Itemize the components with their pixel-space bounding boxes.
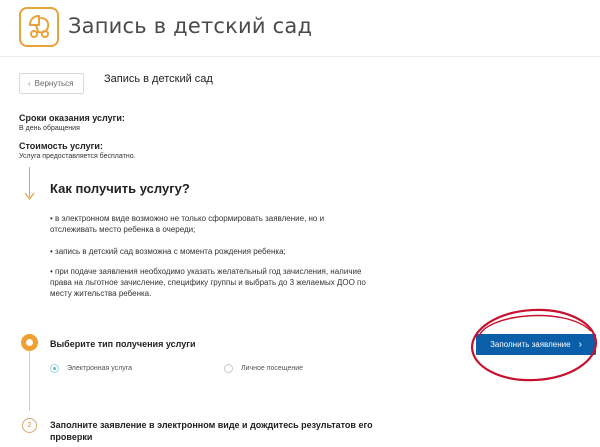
how-to-bullet: • в электронном виде возможно не только сформировать заявление, но и отслеживать место ребенка в очереди; — [50, 214, 325, 234]
deadline-label: Сроки оказания услуги: — [19, 113, 125, 123]
header-divider — [0, 56, 600, 57]
highlight-annotation — [469, 307, 599, 385]
step-2-title: Заполните заявление в электронном виде и дождитесь результатов его проверки — [50, 420, 373, 442]
baby-stroller-icon[interactable] — [19, 7, 59, 47]
how-to-title: Как получить услугу? — [50, 181, 190, 196]
radio-personal-label: Личное посещение — [241, 365, 304, 372]
how-to-bullet: • при подаче заявления необходимо указать желательный год зачисления, наличие права на льготное зачисление, специфику группы и выбрать до 3 желаемых ДОО по месту жительства ребенка. — [50, 267, 366, 298]
app-title: Запись в детский сад — [68, 14, 313, 38]
cost-value: Услуга предоставляется бесплатно. — [19, 153, 136, 160]
step-connector — [29, 351, 30, 411]
deadline-value: В день обращения — [19, 125, 80, 132]
step-1-title: Выберите тип получения услуги — [50, 339, 196, 349]
fill-application-label: Заполнить заявление — [490, 340, 571, 349]
radio-personal-visit[interactable] — [224, 364, 303, 373]
radio-electronic-label: Электронная услуга — [67, 365, 133, 372]
how-to-bullet: • запись в детский сад возможна с момента рождения ребенка; — [50, 247, 286, 256]
radio-checked-icon[interactable] — [50, 364, 59, 373]
chevron-right-icon: › — [578, 339, 582, 350]
back-button[interactable] — [19, 73, 84, 94]
chevron-left-icon: ‹ — [28, 79, 31, 88]
radio-electronic-service[interactable] — [50, 364, 132, 373]
page-title: Запись в детский сад — [104, 73, 213, 85]
step-1-active-icon — [21, 334, 38, 351]
back-button-label: Вернуться — [34, 79, 74, 88]
radio-unchecked-icon[interactable] — [224, 364, 233, 373]
app-header — [0, 0, 600, 56]
cost-label: Стоимость услуги: — [19, 141, 103, 151]
step-2-number: 2 — [22, 418, 37, 433]
